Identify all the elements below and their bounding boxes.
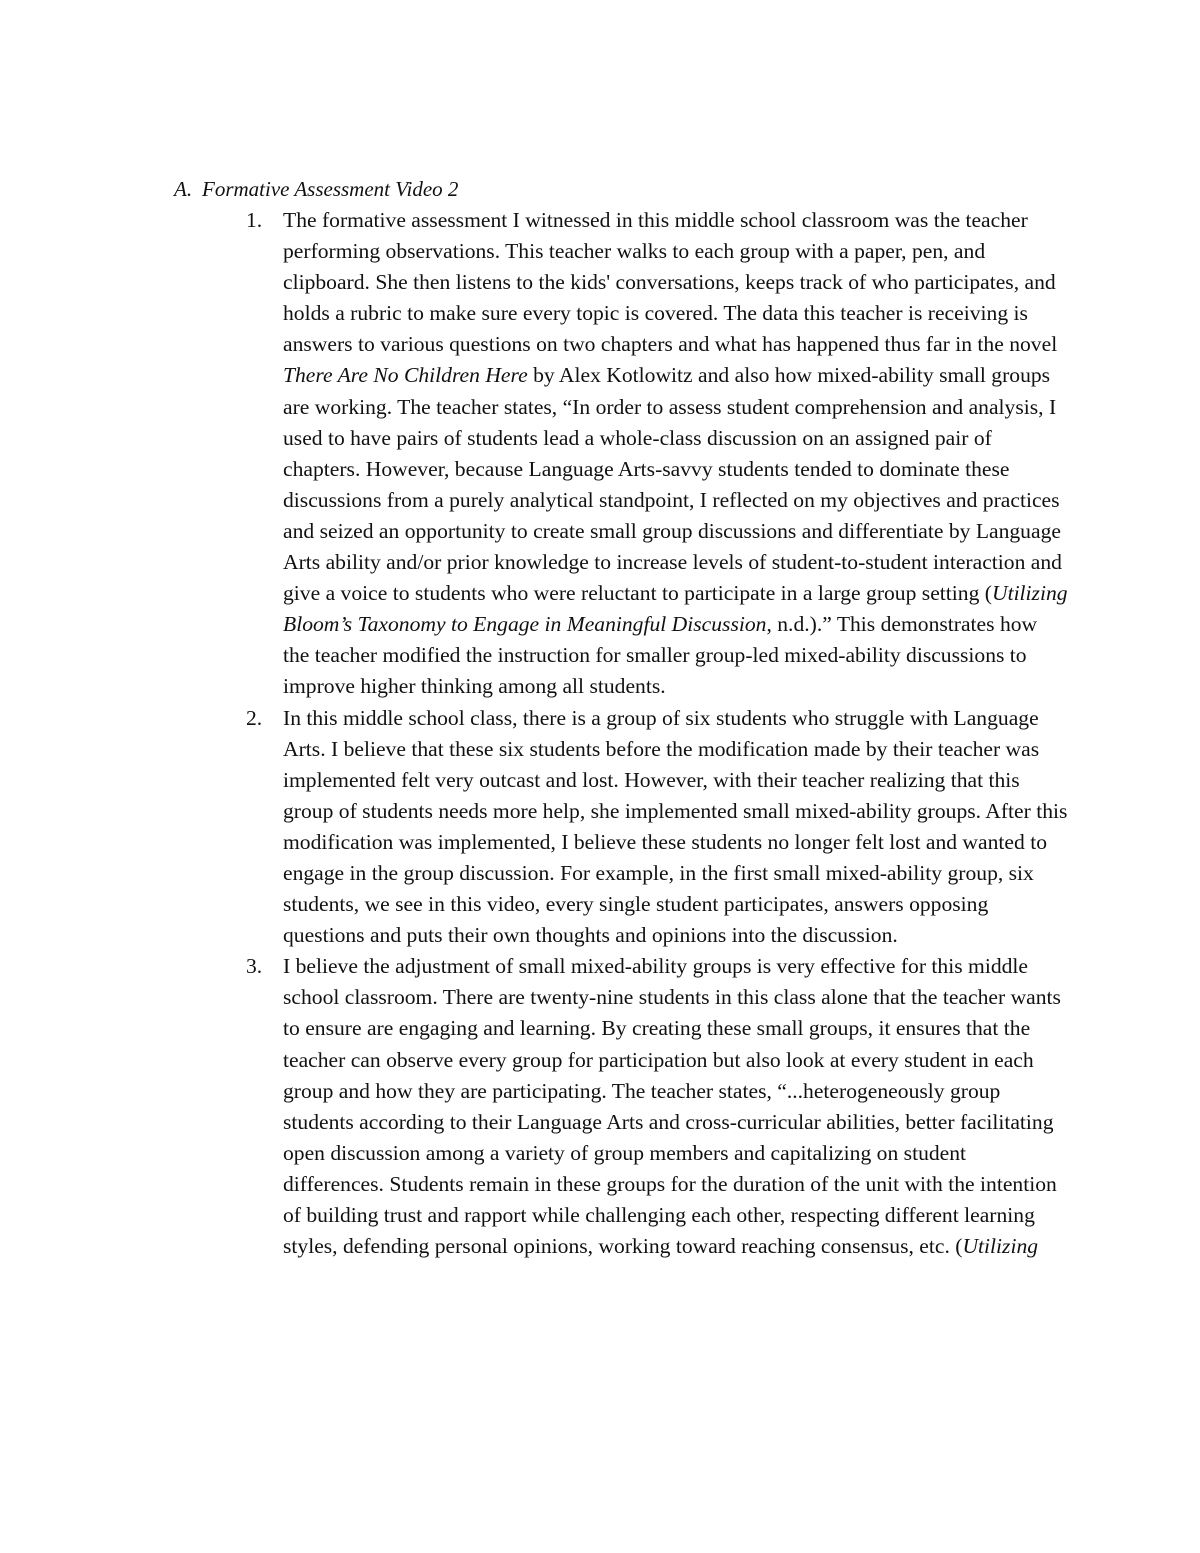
book-title: There Are No Children Here [283,363,528,388]
section-heading [174,174,1074,205]
paragraph-text: The formative assessment I witnessed in this middle school classroom was the teacher performing observations. This teacher walks to each group with a paper, pen, and clipboard. She then listens to the kids' conversations, keeps track of who participates, and holds a rubric to make sure every topic is covered. The data this teacher is receiving is answers to various questions on two chapters and what has happened thus far in the novel [283,208,1058,357]
section-title: Formative Assessment Video 2 [202,177,459,201]
paragraph-text: by Alex Kotlowitz and also how mixed-ability small groups are working. The teacher states, “In order to assess student comprehension and analysis, I used to have pairs of students lead a whole-class discussion on an assigned pair of chapters. However, because Language Arts-savvy students tended to dominate these discussions from a purely analytical standpoint, I reflected on my objectives and practices and seized an opportunity to create small group discussions and differentiate by Language Arts ability and/or prior knowledge to increase levels of student-to-student interaction and give a voice to students who were reluctant to participate in a large group setting ( [283,363,1062,606]
paragraph-text: I believe the adjustment of small mixed-ability groups is very effective for this middle school classroom. There are twenty-nine students in this class alone that the teacher wants to ensure are engaging and learning. By creating these small groups, it ensures that the teacher can observe every group for participation but also look at every student in each group and how they are participating. The teacher states, “...heterogeneously group students according to their Language Arts and cross-curricular abilities, better facilitating open discussion among a variety of group members and capitalizing on student differences. Students remain in these groups for the duration of the unit with the intention of building trust and rapport while challenging each other, respecting different learning styles, defending personal opinions, working toward reaching consensus, etc. ( [283,954,1061,1259]
list-item-text [283,205,1068,703]
section-letter: A. [174,177,193,201]
paragraph-text: In this middle school class, there is a group of six students who struggle with Language Arts. I believe that these six students before the modification made by their teacher was implemented felt very outcast and lost. However, with their teacher realizing that this group of students needs more help, she implemented small mixed-ability groups. After this modification was implemented, I believe these students no longer felt lost and wanted to engage in the group discussion. For example, in the first small mixed-ability group, six students, we see in this video, every single student participates, answers opposing questions and puts their own thoughts and opinions into the discussion. [283,705,1068,948]
list-item-1 [174,205,1074,703]
citation-title: Utilizing Bloom’s Taxonomy to Engage in Meaningful Discussion [283,581,1068,637]
list-item-number: 2. [246,705,263,730]
citation-title: Utilizing [962,1234,1039,1259]
list-item-2 [174,703,1074,952]
section-formative-assessment-video-2 [174,174,1074,1262]
list-item-number: 3. [246,954,263,979]
numbered-list [174,205,1074,1262]
list-item-text [283,703,1068,952]
list-item-number: 1. [246,208,263,232]
list-item-3 [174,951,1074,1262]
paragraph-text: , n.d.).” This demonstrates how the teacher modified the instruction for smaller group-led mixed-ability discussions to improve higher thinking among all students. [283,612,1038,699]
list-item-text [283,951,1068,1262]
